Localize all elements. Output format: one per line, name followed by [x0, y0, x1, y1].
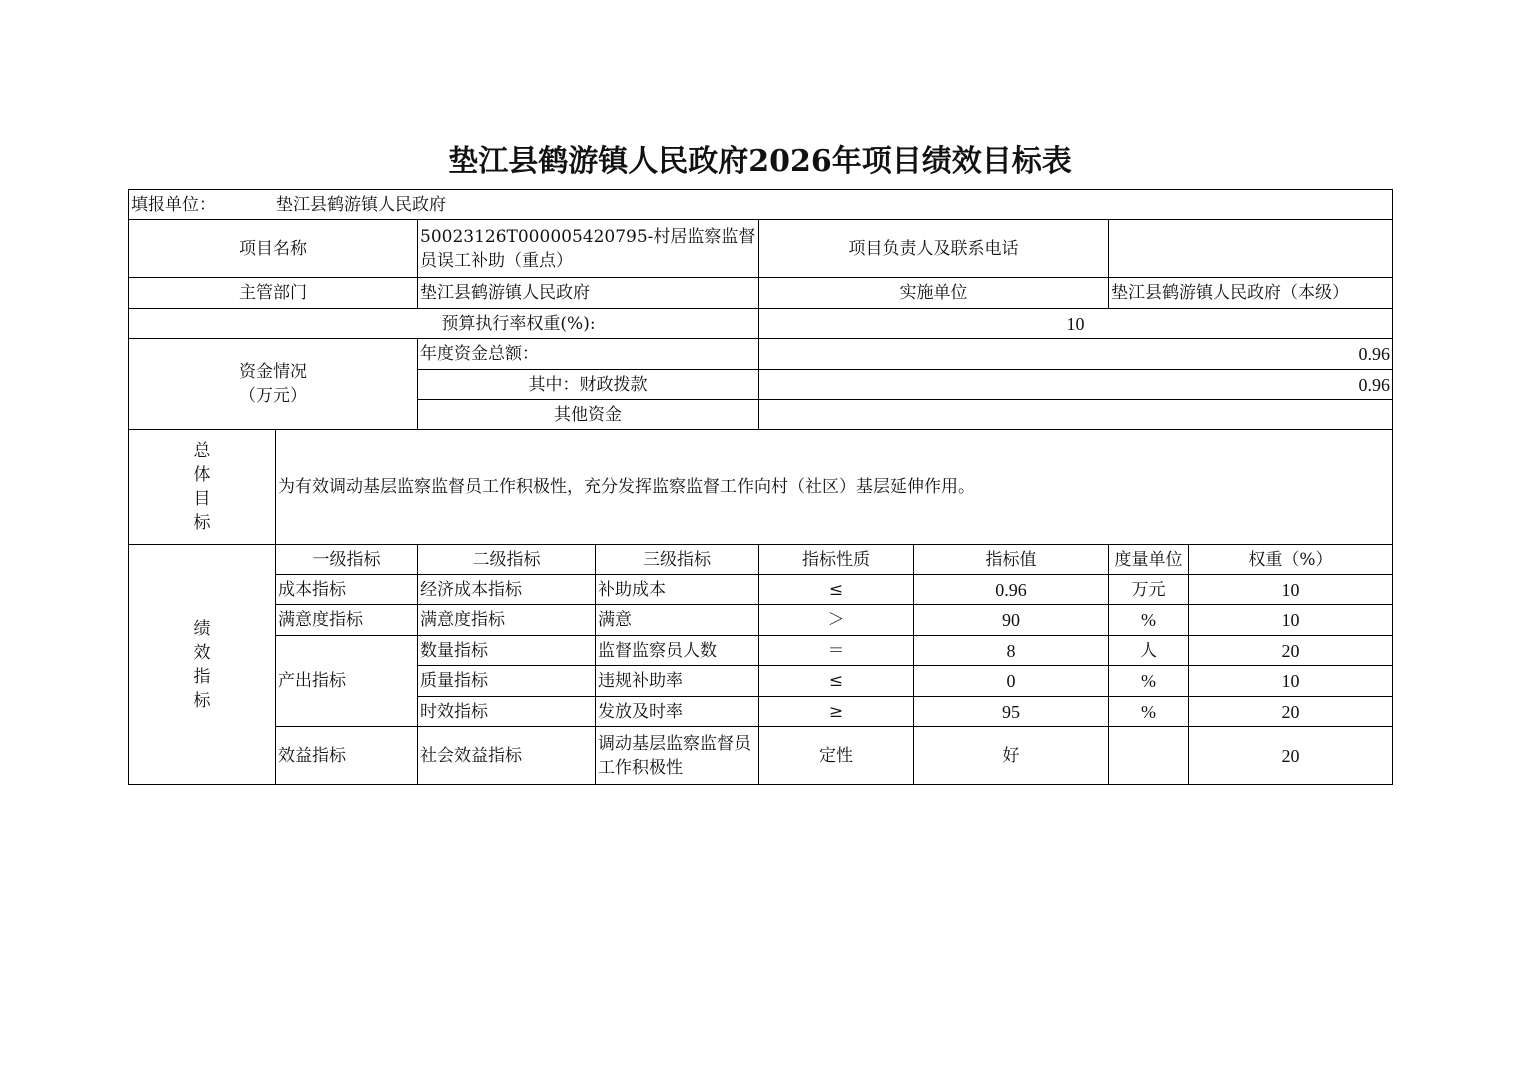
- funds-fiscal-value: 0.96: [759, 370, 1393, 400]
- indicator-level1: 产出指标: [276, 636, 418, 727]
- header-weight: 权重（%）: [1189, 545, 1393, 575]
- indicator-level3: 补助成本: [596, 575, 759, 605]
- indicator-weight: 20: [1189, 697, 1393, 727]
- funds-total-label: 年度资金总额：: [418, 339, 759, 370]
- indicator-nature: ≤: [759, 575, 914, 605]
- indicator-level2: 社会效益指标: [418, 727, 596, 785]
- indicator-unit: 人: [1109, 636, 1189, 666]
- indicator-level2: 经济成本指标: [418, 575, 596, 605]
- indicator-unit: %: [1109, 666, 1189, 697]
- indicator-value: 90: [914, 605, 1109, 636]
- header-level1: 一级指标: [276, 545, 418, 575]
- indicator-unit: 万元: [1109, 575, 1189, 605]
- indicator-level2: 质量指标: [418, 666, 596, 697]
- overall-goal-char: 总: [193, 441, 211, 461]
- department-row: [129, 278, 1393, 309]
- indicator-nature: ≥: [759, 697, 914, 727]
- indicator-level1: 满意度指标: [276, 605, 418, 636]
- funds-label-line1: 资金情况: [239, 362, 307, 382]
- page-title: 垫江县鹤游镇人民政府2026年项目绩效目标表: [448, 144, 1072, 179]
- indicator-level3: 违规补助率: [596, 666, 759, 697]
- indicator-unit: [1109, 727, 1189, 785]
- indicator-header-row: [129, 545, 1393, 575]
- funds-fiscal-label: 其中：财政拨款: [418, 370, 759, 400]
- overall-goal-label: [129, 430, 276, 545]
- indicator-weight: 20: [1189, 636, 1393, 666]
- reporting-unit-cell: [129, 190, 1393, 220]
- project-name-value: 50023126T000005420795-村居监察监督员误工补助（重点）: [418, 220, 759, 278]
- budget-weight-value: 10: [759, 309, 1393, 339]
- indicators-char: 标: [193, 690, 211, 711]
- project-contact-value: [1109, 220, 1393, 278]
- reporting-unit-row: [129, 190, 1393, 220]
- budget-weight-label: 预算执行率权重(%):: [129, 309, 759, 339]
- indicator-value: 好: [914, 727, 1109, 785]
- indicator-level2: 时效指标: [418, 697, 596, 727]
- table-row: [129, 636, 1393, 666]
- header-level2: 二级指标: [418, 545, 596, 575]
- indicator-value: 0: [914, 666, 1109, 697]
- budget-weight-row: [129, 309, 1393, 339]
- indicator-level1: 成本指标: [276, 575, 418, 605]
- reporting-unit-label: 填报单位：: [131, 194, 216, 215]
- header-unit: 度量单位: [1109, 545, 1189, 575]
- funds-label-line2: （万元）: [239, 386, 307, 406]
- indicator-nature: 定性: [759, 727, 914, 785]
- indicators-char: 绩: [193, 618, 211, 639]
- overall-goal-row: [129, 430, 1393, 545]
- indicators-char: 效: [193, 642, 211, 663]
- indicator-nature: ＞: [759, 605, 914, 636]
- indicators-char: 指: [193, 666, 211, 687]
- header-value: 指标值: [914, 545, 1109, 575]
- impl-unit-value: 垫江县鹤游镇人民政府（本级）: [1109, 278, 1393, 309]
- indicator-weight: 20: [1189, 727, 1393, 785]
- indicator-weight: 10: [1189, 575, 1393, 605]
- indicators-label: [129, 545, 276, 785]
- project-contact-label: 项目负责人及联系电话: [759, 220, 1109, 278]
- indicator-unit: %: [1109, 697, 1189, 727]
- project-name-label: 项目名称: [129, 220, 418, 278]
- table-row: [129, 727, 1393, 785]
- indicator-nature: ＝: [759, 636, 914, 666]
- funds-other-value: [759, 400, 1393, 430]
- reporting-unit-value: 垫江县鹤游镇人民政府: [276, 194, 446, 215]
- indicator-level2: 满意度指标: [418, 605, 596, 636]
- indicator-level2: 数量指标: [418, 636, 596, 666]
- indicator-value: 95: [914, 697, 1109, 727]
- funds-total-value: 0.96: [759, 339, 1393, 370]
- header-nature: 指标性质: [759, 545, 914, 575]
- dept-value: 垫江县鹤游镇人民政府: [418, 278, 759, 309]
- indicator-unit: %: [1109, 605, 1189, 636]
- dept-label: 主管部门: [129, 278, 418, 309]
- overall-goal-char: 标: [193, 513, 211, 533]
- indicator-value: 8: [914, 636, 1109, 666]
- overall-goal-char: 体: [193, 465, 211, 485]
- indicator-level3: 满意: [596, 605, 759, 636]
- funds-total-row: [129, 339, 1393, 370]
- performance-target-table: [128, 189, 1393, 785]
- table-row: [129, 575, 1393, 605]
- header-level3: 三级指标: [596, 545, 759, 575]
- indicator-level3: 调动基层监察监督员工作积极性: [596, 727, 759, 785]
- funds-label: [129, 339, 418, 430]
- funds-other-label: 其他资金: [418, 400, 759, 430]
- indicator-weight: 10: [1189, 605, 1393, 636]
- overall-goal-text: 为有效调动基层监察监督员工作积极性，充分发挥监察监督工作向村（社区）基层延伸作用。: [276, 430, 1393, 545]
- indicator-weight: 10: [1189, 666, 1393, 697]
- indicator-level1: 效益指标: [276, 727, 418, 785]
- indicator-level3: 监督监察员人数: [596, 636, 759, 666]
- impl-unit-label: 实施单位: [759, 278, 1109, 309]
- indicator-value: 0.96: [914, 575, 1109, 605]
- table-row: [129, 605, 1393, 636]
- indicator-nature: ≤: [759, 666, 914, 697]
- project-name-row: [129, 220, 1393, 278]
- overall-goal-char: 目: [193, 489, 211, 509]
- indicator-level3: 发放及时率: [596, 697, 759, 727]
